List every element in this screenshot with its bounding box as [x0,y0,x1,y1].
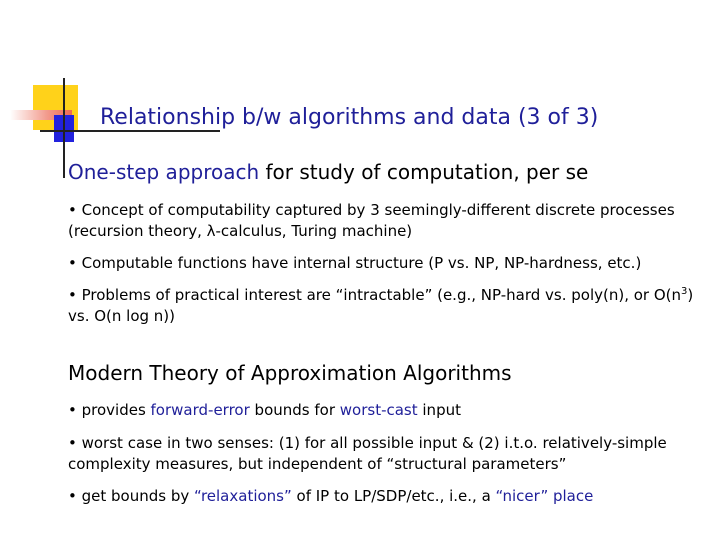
bullet-text: bounds for [249,401,340,419]
decor-vertical-line [63,78,65,178]
section2-bullet-3 [68,486,713,507]
decor-horizontal-line [40,130,220,132]
highlight-text: “relaxations” [194,487,292,505]
highlight-text: “nicer” place [495,487,594,505]
highlight-text: forward-error [150,401,250,419]
section1-bullet-1: • Concept of computability captured by 3 seemingly-different discrete processes (recursion theory, λ-calculus, Turing machine) [68,201,675,240]
bullet-text: • provides [68,401,151,419]
superscript: 3 [681,286,688,297]
bullet-text: • get bounds by [68,487,194,505]
bullet-text: of IP to LP/SDP/etc., i.e., a [291,487,496,505]
section1-heading-rest: for study of computation, per se [259,160,589,184]
bullet-text: input [417,401,461,419]
section1-bullet-2: • Computable functions have internal structure (P vs. NP, NP-hardness, etc.) [68,254,642,272]
section2-bullet-1 [68,400,713,421]
section2-bullet-2: • worst case in two senses: (1) for all possible input & (2) i.t.o. relatively-simple complexity measures, but independent of “structural parameters” [68,434,667,473]
section1-heading-highlight: One-step approach [68,160,260,184]
highlight-text: worst-cast [339,401,418,419]
bullet-text: • Problems of practical interest are “intractable” (e.g., NP-hard vs. poly(n), or O(n [68,286,682,304]
slide-title: Relationship b/w algorithms and data (3 of 3) [100,105,599,130]
section2-heading: Modern Theory of Approximation Algorithms [68,361,512,385]
section1-bullet-3 [68,285,713,327]
section1-heading [68,160,588,184]
bullet-text: ) vs. O(n log n)) [68,286,694,325]
